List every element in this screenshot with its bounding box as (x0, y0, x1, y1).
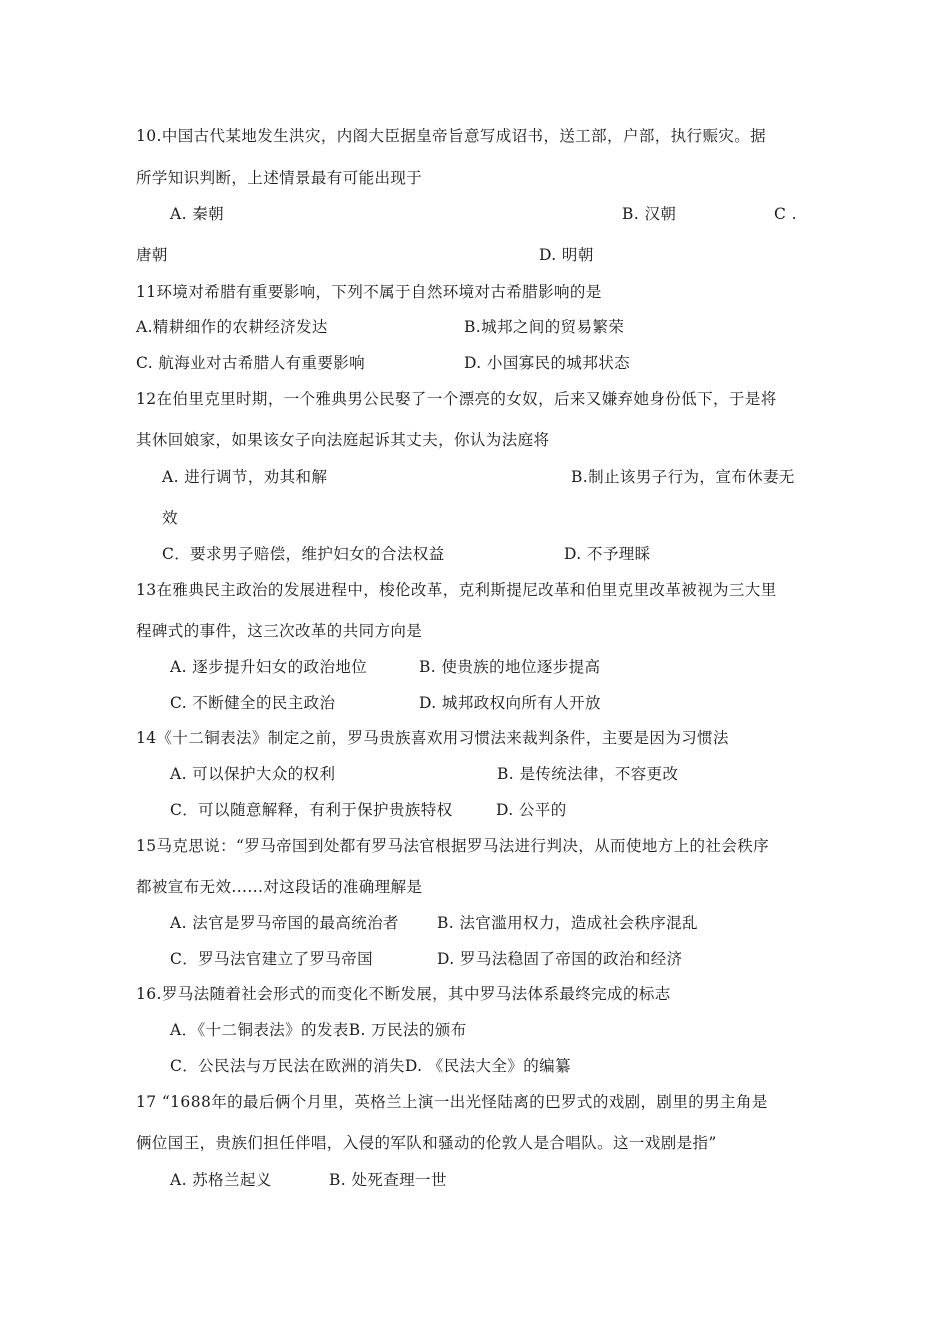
q10-option-d: D. 明朝 (539, 246, 594, 264)
q11-option-c: C. 航海业对古希腊人有重要影响 (136, 354, 366, 372)
q16-options-ab: A．《十二铜表法》的发表B. 万民法的颁布 (170, 1021, 467, 1039)
q12-option-b: B.制止该男子行为，宣布休妻无 (571, 468, 795, 486)
q10-option-b: B. 汉朝 (622, 205, 677, 223)
q15-option-b: B. 法官滥用权力，造成社会秩序混乱 (437, 914, 698, 932)
q14-option-a: A. 可以保护大众的权利 (170, 765, 336, 783)
q11-stem: 11环境对希腊有重要影响，下列不属于自然环境对古希腊影响的是 (136, 283, 602, 301)
q15-option-d: D. 罗马法稳固了帝国的政治和经济 (437, 950, 683, 968)
q13-option-b: B. 使贵族的地位逐步提高 (419, 658, 601, 676)
q17-stem-line2: 俩位国王，贵族们担任伴唱，入侵的军队和骚动的伦敦人是合唱队。这一戏剧是指” (136, 1134, 717, 1152)
q12-stem-line1: 12在伯里克里时期，一个雅典男公民娶了一个漂亮的女奴，后来又嫌弃她身份低下，于是将 (136, 390, 777, 408)
q14-stem: 14《十二铜表法》制定之前，罗马贵族喜欢用习惯法来裁判条件，主要是因为习惯法 (136, 729, 729, 747)
q15-option-c: C．罗马法官建立了罗马帝国 (170, 950, 374, 968)
q16-stem: 16.罗马法随着社会形式的而变化不断发展，其中罗马法体系最终完成的标志 (136, 985, 671, 1003)
q11-option-a: A.精耕细作的农耕经济发达 (136, 318, 328, 336)
q12-option-a: A. 进行调节，劝其和解 (162, 468, 328, 486)
q11-option-b: B.城邦之间的贸易繁荣 (464, 318, 625, 336)
q16-options-cd: C．公民法与万民法在欧洲的消失D. 《民法大全》的编纂 (170, 1057, 571, 1075)
q13-stem-line1: 13在雅典民主政治的发展进程中，梭伦改革，克利斯提尼改革和伯里克里改革被视为三大里 (136, 581, 777, 599)
q10-option-c: C . (774, 205, 797, 223)
q15-option-a: A. 法官是罗马帝国的最高统治者 (170, 914, 399, 932)
q14-option-b: B. 是传统法律，不容更改 (497, 765, 679, 783)
q17-option-b: B. 处死查理一世 (329, 1171, 447, 1189)
q10-stem-line1: 10.中国古代某地发生洪灾，内阁大臣据皇帝旨意写成诏书，送工部，户部，执行赈灾。据 (136, 127, 767, 145)
q14-option-c: C．可以随意解释，有利于保护贵族特权 (170, 801, 453, 819)
q12-option-b-continued: 效 (162, 509, 178, 527)
q14-option-d: D. 公平的 (496, 801, 567, 819)
q13-option-a: A. 逐步提升妇女的政治地位 (170, 658, 368, 676)
q17-option-a: A. 苏格兰起义 (170, 1171, 272, 1189)
q10-option-c-continued: 唐朝 (136, 246, 168, 264)
q15-stem-line2: 都被宣布无效......对这段话的准确理解是 (136, 878, 423, 896)
q12-stem-line2: 其休回娘家，如果该女子向法庭起诉其丈夫，你认为法庭将 (136, 431, 550, 449)
q15-stem-line1: 15马克思说：“罗马帝国到处都有罗马法官根据罗马法进行判决，从而使地方上的社会秩序 (136, 837, 770, 855)
q10-option-a: A. 秦朝 (170, 205, 225, 223)
q11-option-d: D. 小国寡民的城邦状态 (464, 354, 631, 372)
q10-stem-line2: 所学知识判断，上述情景最有可能出现于 (136, 169, 423, 187)
q17-stem-line1: 17 “1688年的最后俩个月里，英格兰上演一出光怪陆离的巴罗式的戏剧，剧里的男主角是 (136, 1093, 768, 1111)
q13-option-d: D. 城邦政权向所有人开放 (419, 694, 601, 712)
q13-option-c: C. 不断健全的民主政治 (170, 694, 336, 712)
q13-stem-line2: 程碑式的事件，这三次改革的共同方向是 (136, 622, 423, 640)
q12-option-d: D. 不予理睬 (564, 545, 651, 563)
q12-option-c: C．要求男子赔偿，维护妇女的合法权益 (162, 545, 445, 563)
